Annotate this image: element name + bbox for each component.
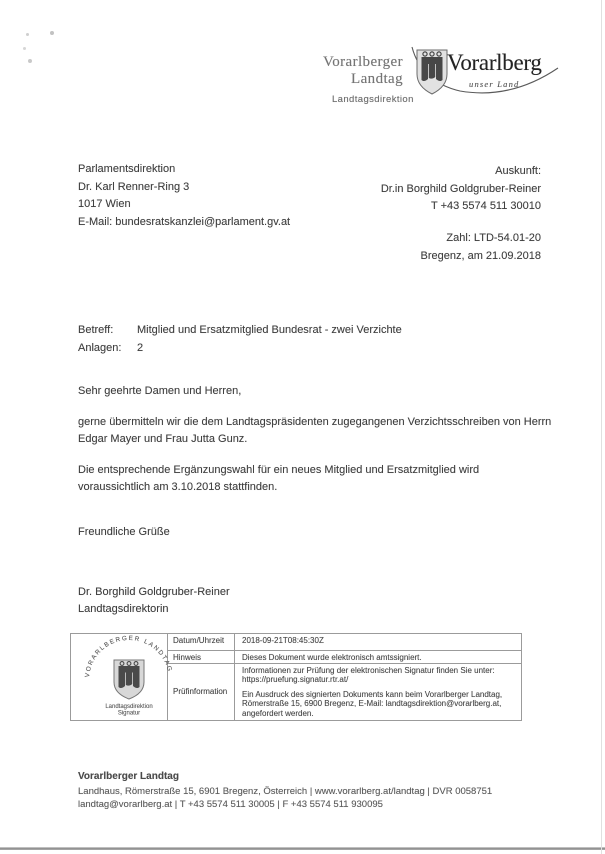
sig-value-datetime: 2018-09-21T08:45:30Z <box>242 636 324 645</box>
brand-tagline: unser Land <box>469 79 520 89</box>
subject-label: Betreff: <box>78 324 114 336</box>
sender-department: Landtagsdirektion <box>332 94 414 105</box>
signature-table <box>167 634 521 720</box>
reference-number: Zahl: LTD-54.01-20 <box>446 232 541 244</box>
stamp-caption-line1: Landtagsdirektion <box>105 704 153 710</box>
contact-info <box>381 163 541 216</box>
table-row <box>168 634 521 651</box>
verification-line: angefordert werden. <box>242 708 314 718</box>
scan-speck <box>28 59 32 63</box>
sender-org-line1: Vorarlberger <box>322 54 403 70</box>
stamp-arc-text: VORARLBERGER LANDTAG <box>84 634 174 678</box>
footer-address-line: Landhaus, Römerstraße 15, 6901 Bregenz, Österreich | www.vorarlberg.at/landtag | DVR 0058751 <box>78 786 493 797</box>
contact-phone: T +43 5574 511 30010 <box>431 200 541 212</box>
stamp-caption-line2: Signatur <box>117 710 141 717</box>
brand-wordmark: Vorarlberg <box>447 50 542 75</box>
verification-line: Römerstraße 15, 6900 Bregenz, E-Mail: landtagsdirektion@vorarlberg.at, <box>242 699 502 708</box>
body-paragraph-line: Edgar Mayer und Frau Jutta Gunz. <box>78 433 248 445</box>
reference-block <box>421 230 541 265</box>
table-row <box>168 664 521 721</box>
footer <box>78 771 492 811</box>
sig-label-datetime: Datum/Uhrzeit <box>168 634 235 650</box>
salutation: Sehr geehrte Damen und Herren, <box>78 385 242 397</box>
attachments-value: 2 <box>137 342 144 354</box>
verification-line: Informationen zur Prüfung der elektronischen Signatur finden Sie unter: <box>242 665 495 675</box>
body-paragraph-line: voraussichtlich am 3.10.2018 stattfinden. <box>78 481 278 493</box>
signer-title: Landtagsdirektorin <box>78 603 169 615</box>
footer-contact-line: landtag@vorarlberg.at | T +43 5574 511 30005 | F +43 5574 511 930095 <box>78 799 383 810</box>
sig-value-verification <box>235 664 521 721</box>
verification-url: https://pruefung.signatur.rtr.at/ <box>242 675 349 684</box>
verification-line: Ein Ausdruck des signierten Dokuments kann beim Vorarlberger Landtag, <box>242 689 503 699</box>
footer-org-name: Vorarlberger Landtag <box>78 771 179 782</box>
place-and-date: Bregenz, am 21.09.2018 <box>420 249 541 262</box>
contact-label: Auskunft: <box>495 165 541 177</box>
scan-edge-bottom <box>0 847 605 850</box>
attachments-label: Anlagen: <box>78 342 122 354</box>
sig-value-hint: Dieses Dokument wurde elektronisch amtssigniert. <box>242 652 422 662</box>
signer-name: Dr. Borghild Goldgruber-Reiner <box>78 586 230 598</box>
sig-label-verification: Prüfinformation <box>168 664 235 721</box>
scan-speck <box>26 33 29 36</box>
scan-edge-right <box>601 0 602 854</box>
scan-speck <box>50 31 54 35</box>
recipient-address <box>78 161 290 231</box>
recipient-line: Parlamentsdirektion <box>78 163 176 175</box>
sender-org-line2: Landtag <box>351 70 403 87</box>
coat-of-arms-icon <box>417 50 447 94</box>
table-row <box>168 651 521 664</box>
closing: Freundliche Grüße <box>78 526 170 538</box>
sig-label-hint: Hinweis <box>168 651 235 663</box>
recipient-line: Dr. Karl Renner-Ring 3 <box>78 180 190 193</box>
recipient-line: E-Mail: bundesratskanzlei@parlament.gv.at <box>78 215 291 228</box>
sender-org-name <box>323 54 403 87</box>
subject-value: Mitglied und Ersatzmitglied Bundesrat - zwei Verzichte <box>137 324 402 336</box>
recipient-line: 1017 Wien <box>78 198 131 210</box>
official-stamp-icon <box>76 634 182 718</box>
contact-name: Dr.in Borghild Goldgruber-Reiner <box>380 182 541 195</box>
scan-speck <box>23 47 26 50</box>
body-paragraph-line: Die entsprechende Ergänzungswahl für ein neues Mitglied und Ersatzmitglied wird <box>78 464 480 476</box>
body-paragraph-line: gerne übermitteln wir die dem Landtagspräsidenten zugegangenen Verzichtsschreiben von Herrn <box>78 416 552 428</box>
